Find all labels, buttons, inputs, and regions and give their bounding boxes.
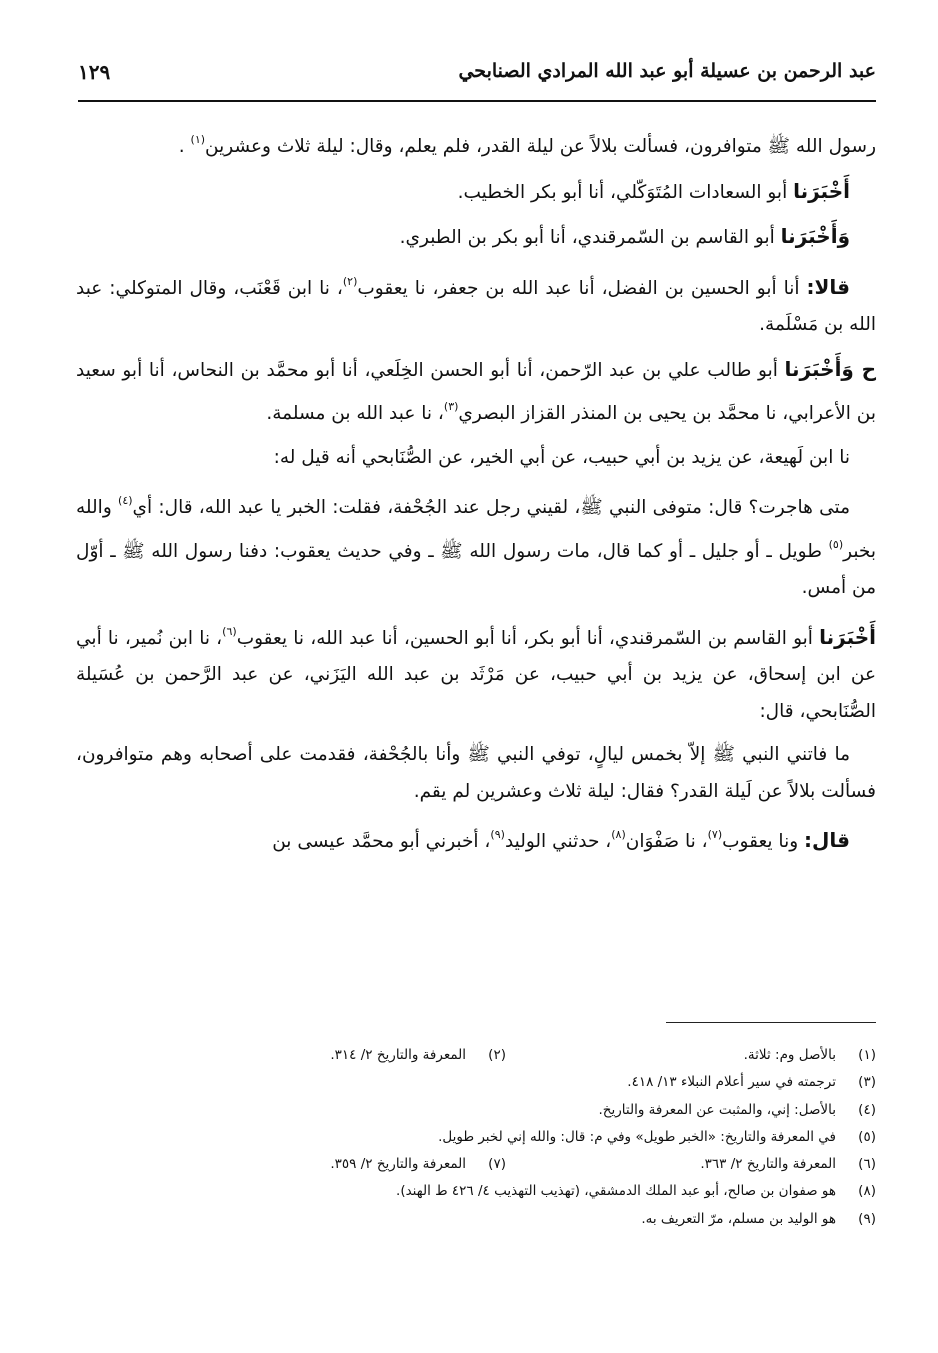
footnote-item xyxy=(330,1042,506,1069)
page-header xyxy=(78,56,876,102)
footnote-ref: (٦) xyxy=(222,624,237,638)
footnote-text: في المعرفة والتاريخ: «الخبر طويل» وفي م: قال: والله إني لخبر طويل. xyxy=(438,1128,836,1145)
footnote-number: (١) xyxy=(858,1047,876,1063)
footnote-number: (٥) xyxy=(858,1128,876,1145)
footnote-row xyxy=(76,1206,876,1233)
footnote-item xyxy=(506,1151,876,1178)
paragraph-10: قال: ونا يعقوب$^{(٧)}$، نا صَفْوَان$^{(٨)}$، حدثني الوليد$^{(٩)}$، أخبرني أبو محمَّد عيسى بن xyxy=(272,828,850,852)
isnad-lead: قال: xyxy=(804,828,850,852)
page-number: ١٢٩ xyxy=(78,60,111,84)
paragraph-5: ح وَأَخْبَرَنا أبو طالب علي بن عبد الرّحمن، أنا أبو الحسن الخِلَعي، أنا أبو محمَّد بن النحاس، أنا أبو سعيد بن الأعرابي، نا محمَّد بن يحيى بن المنذر القزاز البصري$^{(٣)}$، نا عبد الله بن مسلمة. xyxy=(76,356,877,424)
paragraph-9: ما فاتني النبي ﷺ إلاّ بخمس ليالٍ، توفي النبي ﷺ وأنا بالجُحْفة، فقدمت على أصحابه وهم متوافرون، فسألت بلالاً عن لَيلة القدر؟ فقال: ليلة ثلاث وعشرين لم يقم. xyxy=(76,744,876,802)
paragraph-8: أَخْبَرَنا أبو القاسم بن السّمرقندي، أنا أبو بكر، أنا أبو الحسين، أنا عبد الله، نا يعقوب$^{(٦)}$، نا ابن نُمير، نا أبي عن ابن إسحاق، عن يزيد بن أبي حبيب، عن مَرْثَد بن عبد الله اليَزَني، عن عبد الرَّحمن بن عُسَيلة الصُّنَابحي، قال: xyxy=(76,624,877,722)
paragraph-3: وَأَخْبَرَنا أبو القاسم بن السّمرقندي، أنا أبو بكر بن الطبري. xyxy=(399,224,850,248)
isnad-lead: أَخْبَرَنا xyxy=(793,178,850,203)
footnote-ref: (١) xyxy=(190,133,206,146)
isnad-lead: ح وَأَخْبَرَنا xyxy=(784,356,877,381)
footnote-number: (٩) xyxy=(858,1210,876,1227)
footnote-text: المعرفة والتاريخ ٢/ ٣١٤. xyxy=(330,1047,466,1063)
paragraph-2: أَخْبَرَنا أبو السعادات المُتَوَكّلي، أنا أبو بكر الخطيب. xyxy=(457,178,850,203)
footnote-text: هو الوليد بن مسلم، مرّ التعريف به. xyxy=(641,1210,836,1227)
isnad-lead: أَخْبَرَنا xyxy=(819,624,877,649)
footnote-row xyxy=(76,1151,876,1178)
isnad-lead: قالا: xyxy=(806,274,850,299)
footnote-row xyxy=(76,1097,876,1124)
isnad-lead: وَأَخْبَرَنا xyxy=(780,224,850,248)
footnote-row xyxy=(76,1178,876,1205)
footnote-item xyxy=(506,1042,876,1069)
footnote-item xyxy=(599,1097,876,1124)
paragraph-4: قالا: أنا أبو الحسين بن الفضل، أنا عبد الله بن جعفر، نا يعقوب$^{(٢)}$، نا ابن قَعْنَب، وقال المتوكلي: عبد الله بن مَسْلَمة. xyxy=(76,274,876,335)
paragraph-1: رسول الله ﷺ متوافرون، فسألت بلالاً عن ليلة القدر، فلم يعلم، وقال: ليلة ثلاث وعشرين$^{(١)}$ . xyxy=(178,133,876,157)
footnote-item xyxy=(438,1124,876,1151)
footnote-number: (٧) xyxy=(488,1156,506,1173)
main-text xyxy=(76,122,876,868)
footnote-number: (٢) xyxy=(488,1047,506,1063)
footnote-number: (٦) xyxy=(858,1156,876,1173)
footnote-item xyxy=(330,1151,506,1178)
footnote-number: (٤) xyxy=(858,1101,876,1118)
footnote-item xyxy=(396,1178,876,1205)
footnote-row xyxy=(76,1124,876,1151)
footnote-item xyxy=(627,1069,876,1096)
footnote-text: ترجمته في سير أعلام النبلاء ١٣/ ٤١٨. xyxy=(627,1074,836,1091)
footnote-text: هو صفوان بن صالح، أبو عبد الملك الدمشقي، (تهذيب التهذيب ٤/ ٤٢٦ ط الهند). xyxy=(396,1183,836,1200)
paragraph-7: متى هاجرت؟ قال: متوفى النبي ﷺ، لقيني رجل عند الجُحْفة، فقلت: الخبر يا عبد الله، قال: أي$^{(٤)}$ والله بخبر$^{(٥)}$ طويل ـ أو جليل ـ أو كما قال، مات رسول الله ﷺ ـ وفي حديث يعقوب: دفنا رسول الله ﷺ ـ أوّل من أمس. xyxy=(76,494,876,598)
paragraph-6: نا ابن لَهيعة، عن يزيد بن أبي حبيب، عن أبي الخير، عن الصُّنَابحي أنه قيل له: xyxy=(273,446,850,468)
footnote-ref: (٩) xyxy=(490,828,505,841)
footnote-ref: (٨) xyxy=(611,828,626,841)
footnote-number: (٨) xyxy=(858,1183,876,1200)
footnote-text: بالأصل وم: ثلاثة. xyxy=(743,1047,836,1063)
footnote-ref: (٤) xyxy=(118,494,133,507)
footnote-ref: (٢) xyxy=(342,274,358,288)
footnote-text: بالأصل: إني، والمثبت عن المعرفة والتاريخ. xyxy=(598,1101,836,1118)
footnote-row xyxy=(76,1069,876,1096)
footnote-ref: (٥) xyxy=(828,537,844,551)
footnote-row xyxy=(76,1042,876,1069)
footnote-item xyxy=(641,1206,876,1233)
footnotes xyxy=(76,1042,876,1233)
footnote-number: (٣) xyxy=(858,1074,876,1091)
footnote-ref: (٧) xyxy=(707,828,723,841)
footnote-text: المعرفة والتاريخ ٢/ ٣٦٣. xyxy=(700,1156,836,1173)
footnote-text: المعرفة والتاريخ ٢/ ٣٥٩. xyxy=(330,1156,466,1173)
footnote-separator xyxy=(666,1022,876,1023)
running-title: عبد الرحمن بن عسيلة أبو عبد الله المرادي الصنابحي xyxy=(458,60,876,82)
footnote-ref: (٣) xyxy=(443,400,459,413)
